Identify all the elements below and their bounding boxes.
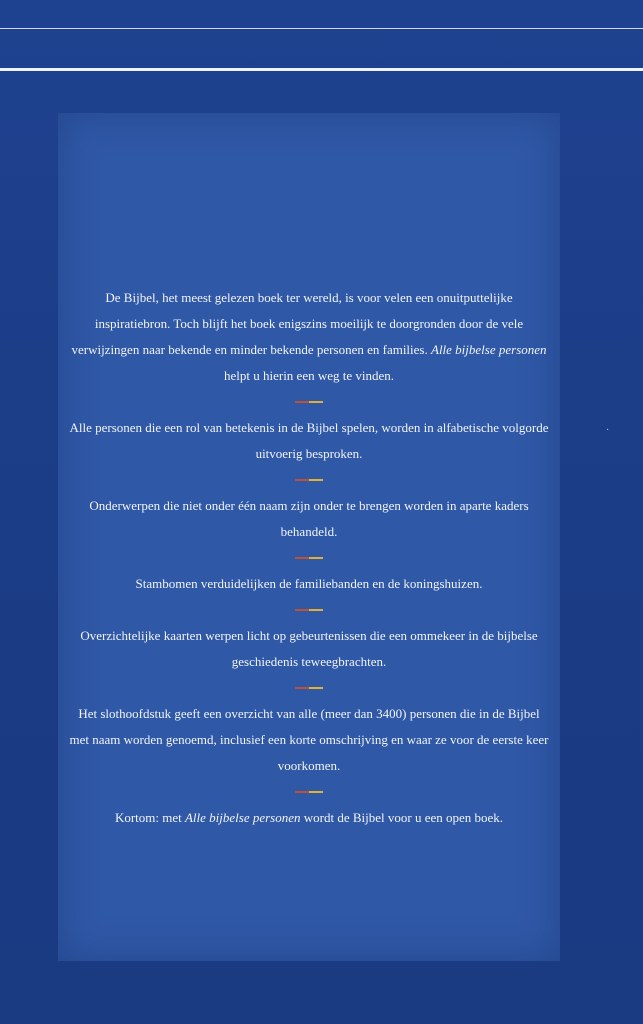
top-thin-rule	[0, 28, 643, 29]
separator-red-bar	[295, 557, 309, 559]
blurb-paragraph	[69, 415, 549, 467]
paragraph-text: De Bijbel, het meest gelezen boek ter wereld, is voor velen een onuitputtelijke inspiratiebron. Toch blijft het boek enigszins moeilijk te doorgronden door de vele verwijzingen naar bekende en minder bekende personen en families.	[71, 290, 524, 357]
paragraph-text: Overzichtelijke kaarten werpen licht op gebeurtenissen die een ommekeer in de bijbelse geschiedenis teweegbrachten.	[80, 628, 538, 669]
paragraph-text-after: wordt de Bijbel voor u een open boek.	[300, 810, 504, 825]
blurb-paragraph	[69, 805, 549, 831]
paragraph-text: Stambomen verduidelijken de familiebanden en de koningshuizen.	[135, 576, 483, 591]
blurb-paragraph	[69, 493, 549, 545]
separator	[58, 467, 560, 493]
separator-yellow-bar	[309, 557, 323, 559]
paragraph-text: Onderwerpen die niet onder één naam zijn onder te brengen worden in aparte kaders behandeld.	[89, 498, 529, 539]
blurb-text	[58, 285, 560, 831]
separator	[58, 545, 560, 571]
paragraph-text: Alle personen die een rol van betekenis in de Bijbel spelen, worden in alfabetische volgorde uitvoerig besproken.	[69, 420, 549, 461]
paragraph-text: Kortom: met	[114, 810, 185, 825]
separator	[58, 779, 560, 805]
separator-yellow-bar	[309, 609, 323, 611]
separator-yellow-bar	[309, 401, 323, 403]
separator-red-bar	[295, 479, 309, 481]
scuff-mark: ·	[606, 425, 610, 436]
blurb-panel	[58, 113, 560, 961]
blurb-paragraph	[69, 571, 549, 597]
paragraph-text-after: helpt u hierin een weg te vinden.	[223, 368, 395, 383]
separator	[58, 597, 560, 623]
blurb-paragraph	[69, 623, 549, 675]
separator-yellow-bar	[309, 687, 323, 689]
book-title-italic: Alle bijbelse personen	[431, 342, 547, 357]
paragraph-text: Het slothoofdstuk geeft een overzicht van alle (meer dan 3400) personen die in de Bijbel met naam worden genoemd, inclusief een korte omschrijving en waar ze voor de eerste keer voorkomen.	[69, 706, 549, 773]
blurb-paragraph	[69, 285, 549, 389]
separator-yellow-bar	[309, 791, 323, 793]
separator	[58, 675, 560, 701]
separator-red-bar	[295, 687, 309, 689]
separator-red-bar	[295, 791, 309, 793]
book-title-italic: Alle bijbelse personen	[184, 810, 301, 825]
separator	[58, 389, 560, 415]
separator-red-bar	[295, 609, 309, 611]
separator-red-bar	[295, 401, 309, 403]
separator-yellow-bar	[309, 479, 323, 481]
blurb-paragraph	[69, 701, 549, 779]
top-thick-rule	[0, 68, 643, 71]
